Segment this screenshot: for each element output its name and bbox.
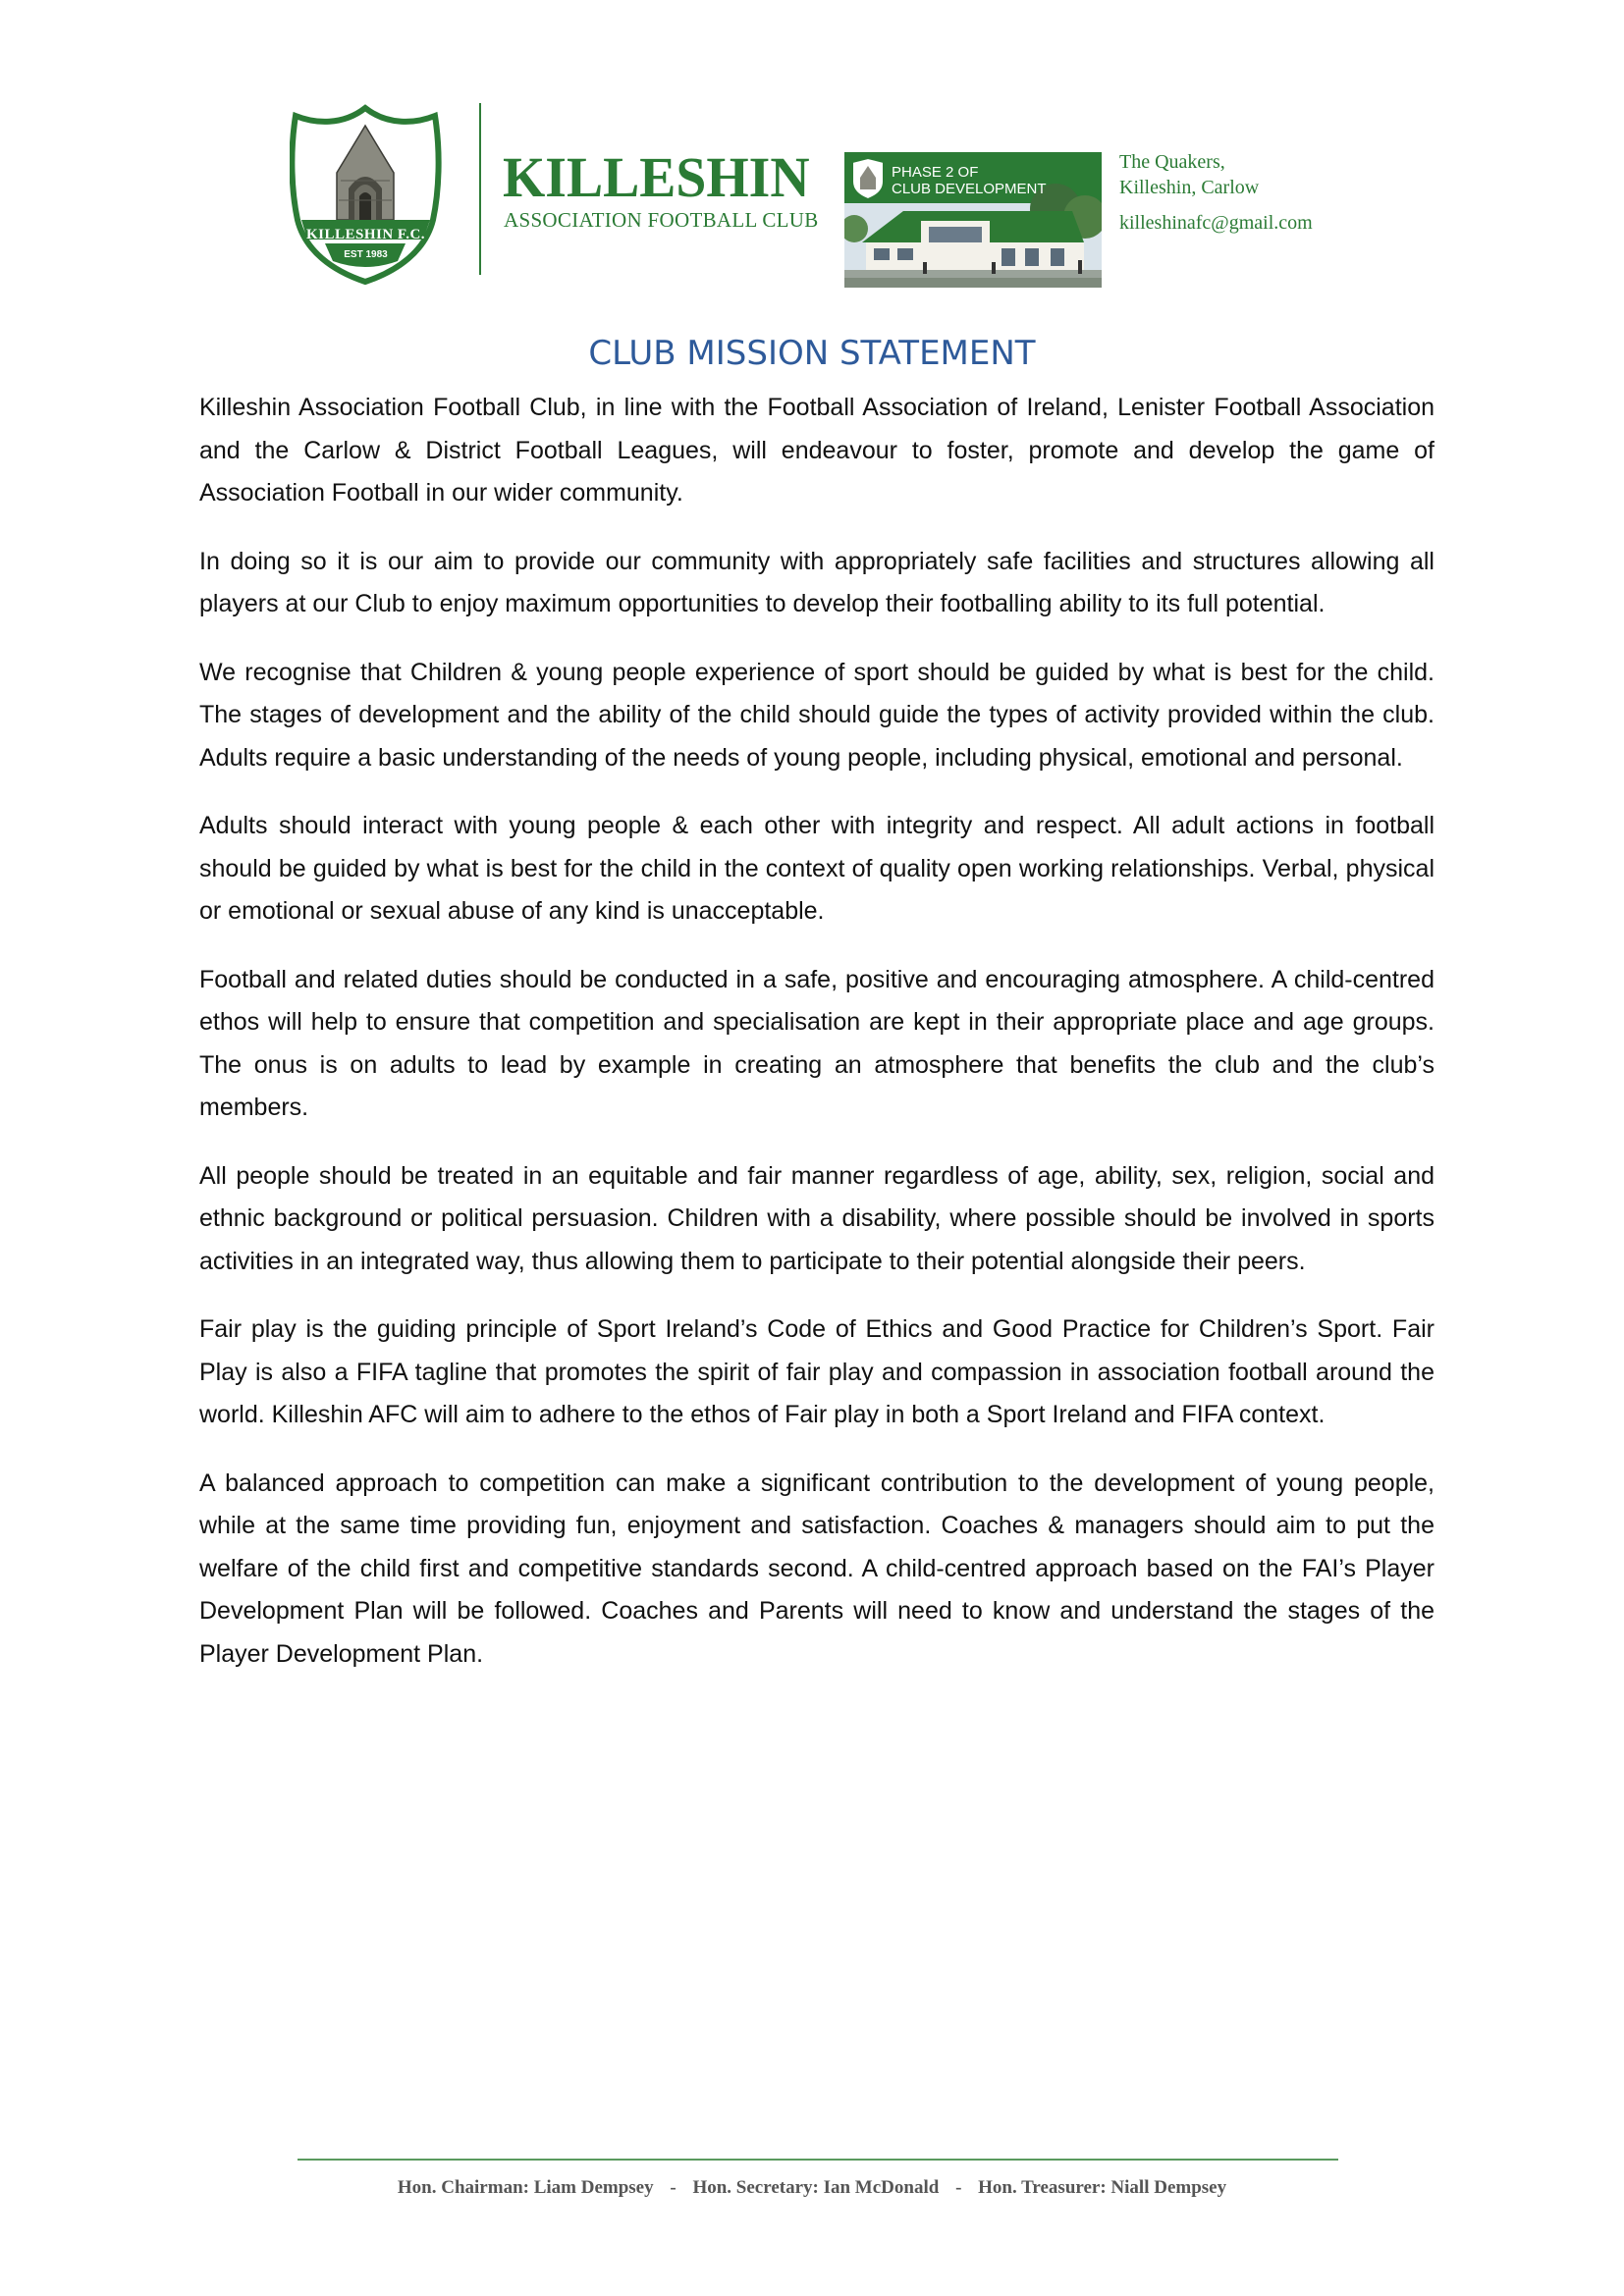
footer-separator: - bbox=[955, 2177, 962, 2198]
mission-statement-body bbox=[199, 387, 1435, 1701]
paragraph: In doing so it is our aim to provide our community with appropriately safe facilities and structures allowing all players at our Club to enjoy maximum opportunities to develop their footballing ability to its full potential. bbox=[199, 547, 1435, 617]
contact-email: killeshinafc@gmail.com bbox=[1119, 212, 1313, 234]
development-banner bbox=[844, 152, 1102, 288]
document-title: CLUB MISSION STATEMENT bbox=[588, 334, 1036, 373]
club-crest bbox=[290, 104, 442, 286]
banner-caption bbox=[892, 164, 1047, 197]
address-line-1: The Quakers, bbox=[1119, 151, 1225, 173]
club-subtitle: ASSOCIATION FOOTBALL CLUB bbox=[504, 208, 819, 232]
footer-secretary: Hon. Secretary: Ian McDonald bbox=[692, 2177, 940, 2198]
footer-separator: - bbox=[670, 2177, 677, 2198]
footer-chairman: Hon. Chairman: Liam Dempsey bbox=[397, 2177, 654, 2198]
paragraph: Football and related duties should be conducted in a safe, positive and encouraging atmosphere. A child-centred ethos will help to ensure that competition and specialisation are kept in their appropriate place and age groups. The onus is on adults to lead by example in creating an atmosphere that benefits the club and the club’s members. bbox=[199, 965, 1435, 1121]
crest-club-name: KILLESHIN F.C. bbox=[305, 227, 426, 242]
contact-block bbox=[1119, 149, 1313, 236]
club-name: KILLESHIN bbox=[503, 145, 810, 209]
address-line-2: Killeshin, Carlow bbox=[1119, 177, 1260, 198]
banner-line-2: CLUB DEVELOPMENT bbox=[892, 181, 1047, 197]
paragraph: All people should be treated in an equitable and fair manner regardless of age, ability, sex, religion, social and ethnic background or political persuasion. Children with a disability, where possible should be involved in sports activities in an integrated way, thus allowing them to participate to their potential alongside their peers. bbox=[199, 1161, 1435, 1275]
footer-officers bbox=[0, 2177, 1624, 2199]
footer-divider bbox=[298, 2159, 1338, 2161]
header-divider bbox=[479, 103, 481, 275]
paragraph: Killeshin Association Football Club, in line with the Football Association of Ireland, Lenister Football Association and the Carlow & District Football Leagues, will endeavour to foster, promote and develop the game of Association Football in our wider community. bbox=[199, 394, 1435, 507]
paragraph: Fair play is the guiding principle of Sport Ireland’s Code of Ethics and Good Practice for Children’s Sport. Fair Play is also a FIFA tagline that promotes the spirit of fair play and compassion in association football around the world. Killeshin AFC will aim to adhere to the ethos of Fair play in both a Sport Ireland and FIFA context. bbox=[199, 1315, 1435, 1428]
footer-treasurer: Hon. Treasurer: Niall Dempsey bbox=[978, 2177, 1227, 2198]
paragraph: We recognise that Children & young people experience of sport should be guided by what is best for the child. The stages of development and the ability of the child should guide the types of activity provided within the club. Adults require a basic understanding of the needs of young people, including physical, emotional and personal. bbox=[199, 658, 1435, 772]
crest-established: EST 1983 bbox=[344, 249, 388, 260]
banner-line-1: PHASE 2 OF bbox=[892, 164, 979, 181]
paragraph: A balanced approach to competition can make a significant contribution to the development of young people, while at the same time providing fun, enjoyment and satisfaction. Coaches & managers should aim to put the welfare of the child first and competitive standards second. A child-centred approach based on the FAI’s Player Development Plan will be followed. Coaches and Parents will need to know and understand the stages of the Player Development Plan. bbox=[199, 1468, 1435, 1668]
paragraph: Adults should interact with young people & each other with integrity and respect. All adult actions in football should be guided by what is best for the child in the context of quality open working relationships. Verbal, physical or emotional or sexual abuse of any kind is unacceptable. bbox=[199, 812, 1435, 925]
letterhead bbox=[290, 98, 1350, 294]
